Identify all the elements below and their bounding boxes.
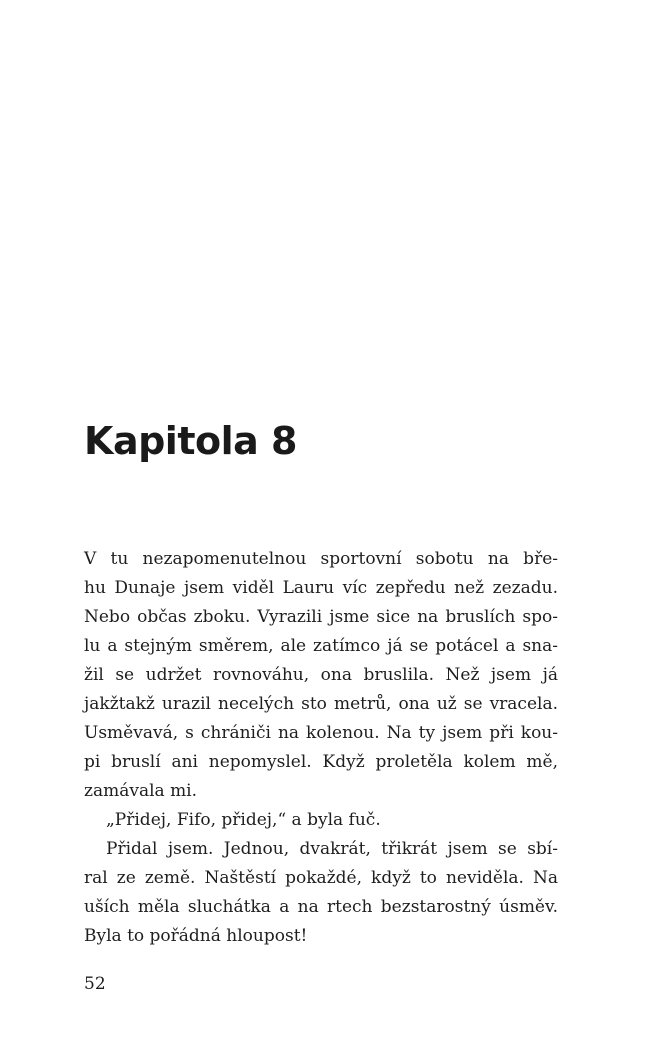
text-line: žil se udržet rovnováhu, ona bruslila. Než jsem já <box>84 665 558 685</box>
text-line: zamávala mi. <box>84 781 198 801</box>
page-number: 52 <box>84 974 106 994</box>
text-line: Usměvavá, s chrániči na kolenou. Na ty jsem při kou- <box>84 723 558 743</box>
text-line: Přidal jsem. Jednou, dvakrát, třikrát jsem se sbí- <box>106 839 558 859</box>
text-line: uších měla sluchátka a na rtech bezstarostný úsměv. <box>84 897 558 917</box>
text-line: lu a stejným směrem, ale zatímco já se potácel a sna- <box>84 636 558 656</box>
text-line: „Přidej, Fifo, přidej,“ a byla fuč. <box>106 810 381 830</box>
chapter-title: Kapitola 8 <box>84 419 297 463</box>
text-line: hu Dunaje jsem viděl Lauru víc zepředu než zezadu. <box>84 578 558 598</box>
text-line: ral ze země. Naštěstí pokaždé, když to neviděla. Na <box>84 868 558 888</box>
chapter-body <box>84 545 558 951</box>
text-line: Byla to pořádná hloupost! <box>84 926 308 946</box>
text-line: pi bruslí ani nepomyslel. Když proletěla kolem mě, <box>84 752 558 772</box>
text-line: jakžtakž urazil necelých sto metrů, ona už se vracela. <box>84 694 558 714</box>
text-line: Nebo občas zboku. Vyrazili jsme sice na bruslích spo- <box>84 607 558 627</box>
text-line: V tu nezapomenutelnou sportovní sobotu na bře- <box>84 549 558 569</box>
